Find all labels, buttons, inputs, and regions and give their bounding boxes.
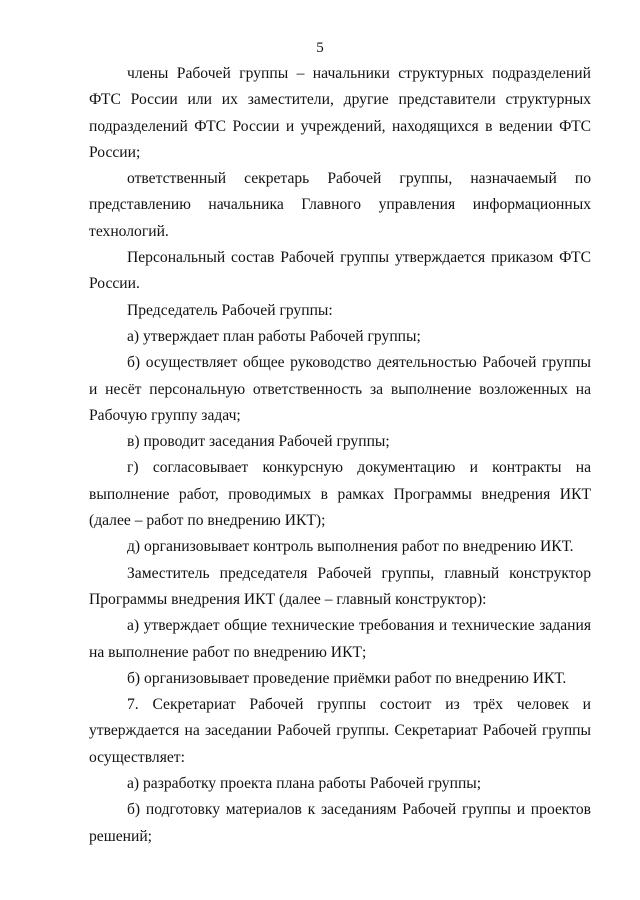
paragraph-chairman-item-d: д) организовывает контроль выполнения работ по внедрению ИКТ. xyxy=(127,538,574,556)
paragraph-chairman-heading: Председатель Рабочей группы: xyxy=(127,301,333,319)
paragraph-chairman-item-g: г) согласовывает конкурсную документацию и контракты на выполнение работ, проводимых в рамках Программы внедрения ИКТ (далее – работ по внедрению ИКТ); xyxy=(89,459,591,530)
paragraph-deputy-chairman-heading: Заместитель председателя Рабочей группы, главный конструктор Программы внедрения ИКТ (далее – главный конструктор): xyxy=(89,564,591,608)
paragraph-deputy-item-b: б) организовывает проведение приёмки работ по внедрению ИКТ. xyxy=(127,669,567,687)
paragraph-secretariat-clause-7: 7. Секретариат Рабочей группы состоит из трёх человек и утверждается на заседании Рабочей группы. Секретариат Рабочей группы осуществляет: xyxy=(89,696,591,766)
paragraph-secretariat-item-a: а) разработку проекта плана работы Рабочей группы; xyxy=(127,775,482,793)
paragraph-secretariat-item-b: б) подготовку материалов к заседаниям Рабочей группы и проектов решений; xyxy=(89,801,591,845)
page-number: 5 xyxy=(316,40,324,56)
paragraph-chairman-item-a: а) утверждает план работы Рабочей группы; xyxy=(127,327,421,345)
document-body xyxy=(89,61,591,850)
paragraph-executive-secretary: ответственный секретарь Рабочей группы, назначаемый по представлению начальника Главного управления информационных технологий. xyxy=(89,170,591,240)
paragraph-personal-composition: Персональный состав Рабочей группы утверждается приказом ФТС России. xyxy=(89,249,591,293)
paragraph-chairman-item-v: в) проводит заседания Рабочей группы; xyxy=(127,433,390,451)
paragraph-chairman-item-b: б) осуществляет общее руководство деятельностью Рабочей группы и несёт персональную ответственность за выполнение возложенных на Рабочую группу задач; xyxy=(89,354,591,424)
paragraph-working-group-members: члены Рабочей группы – начальники структурных подразделений ФТС России или их заместители, другие представители структурных подразделений ФТС России и учреждений, находящихся в ведении ФТС России; xyxy=(89,65,591,161)
paragraph-deputy-item-a: а) утверждает общие технические требования и технические задания на выполнение работ по внедрению ИКТ; xyxy=(89,617,591,661)
